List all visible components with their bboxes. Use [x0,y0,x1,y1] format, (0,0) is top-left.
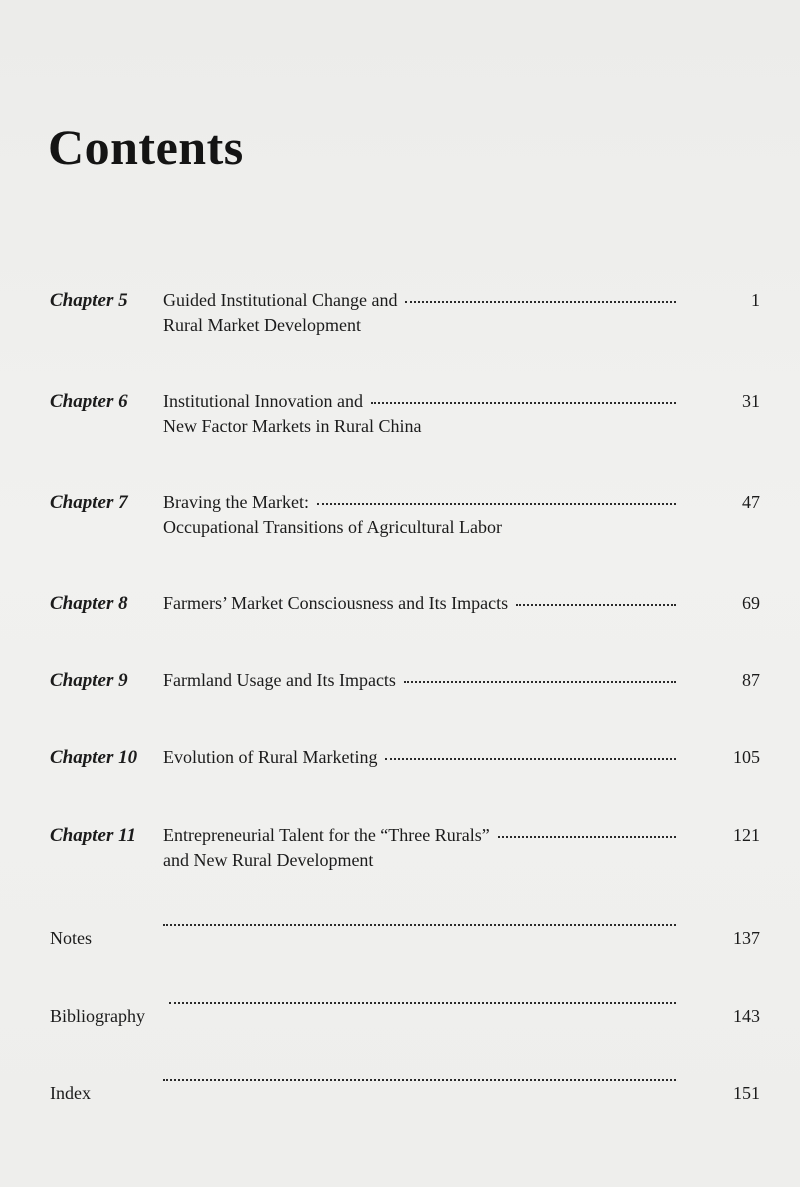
chapter-title: Braving the Market: [163,492,309,512]
page-number: 137 [733,928,760,948]
dot-leader [516,603,676,606]
chapter-title: Entrepreneurial Talent for the “Three Rurals” [163,825,490,845]
chapter-label: Chapter 10 [50,747,138,768]
page-number: 143 [733,1006,760,1026]
chapter-title-continued: Occupational Transitions of Agricultural Labor [163,517,502,537]
back-matter-label: Index [50,1083,91,1103]
dot-leader [317,502,676,505]
page-number: 151 [733,1083,760,1103]
chapter-label: Chapter 6 [50,391,128,412]
page-number: 1 [751,290,760,310]
chapter-title: Farmers’ Market Consciousness and Its Impacts [163,593,509,613]
page-number: 47 [742,492,760,512]
chapter-label: Chapter 8 [50,593,128,614]
back-matter-label: Bibliography [50,1006,145,1026]
dot-leader [163,1078,676,1081]
dot-leader [169,1001,676,1004]
chapter-label: Chapter 7 [50,492,128,513]
back-matter-label: Notes [50,928,92,948]
chapter-title: Evolution of Rural Marketing [163,747,378,767]
chapter-title-continued: Rural Market Development [163,315,361,335]
chapter-title: Institutional Innovation and [163,391,363,411]
dot-leader [371,401,676,404]
chapter-title-continued: New Factor Markets in Rural China [163,416,422,436]
chapter-label: Chapter 5 [50,290,128,311]
dot-leader [405,300,676,303]
chapter-label: Chapter 9 [50,670,128,691]
chapter-title-continued: and New Rural Development [163,850,374,870]
page-number: 31 [742,391,760,411]
dot-leader [404,680,676,683]
dot-leader [498,835,676,838]
chapter-title: Guided Institutional Change and [163,290,398,310]
page-number: 87 [742,670,760,690]
dot-leader [163,923,676,926]
page-title: Contents [48,119,244,175]
chapter-title: Farmland Usage and Its Impacts [163,670,396,690]
chapter-label: Chapter 11 [50,825,137,846]
page-number: 105 [733,747,760,767]
page-number: 69 [742,593,760,613]
dot-leader [385,757,676,760]
page-number: 121 [733,825,760,845]
